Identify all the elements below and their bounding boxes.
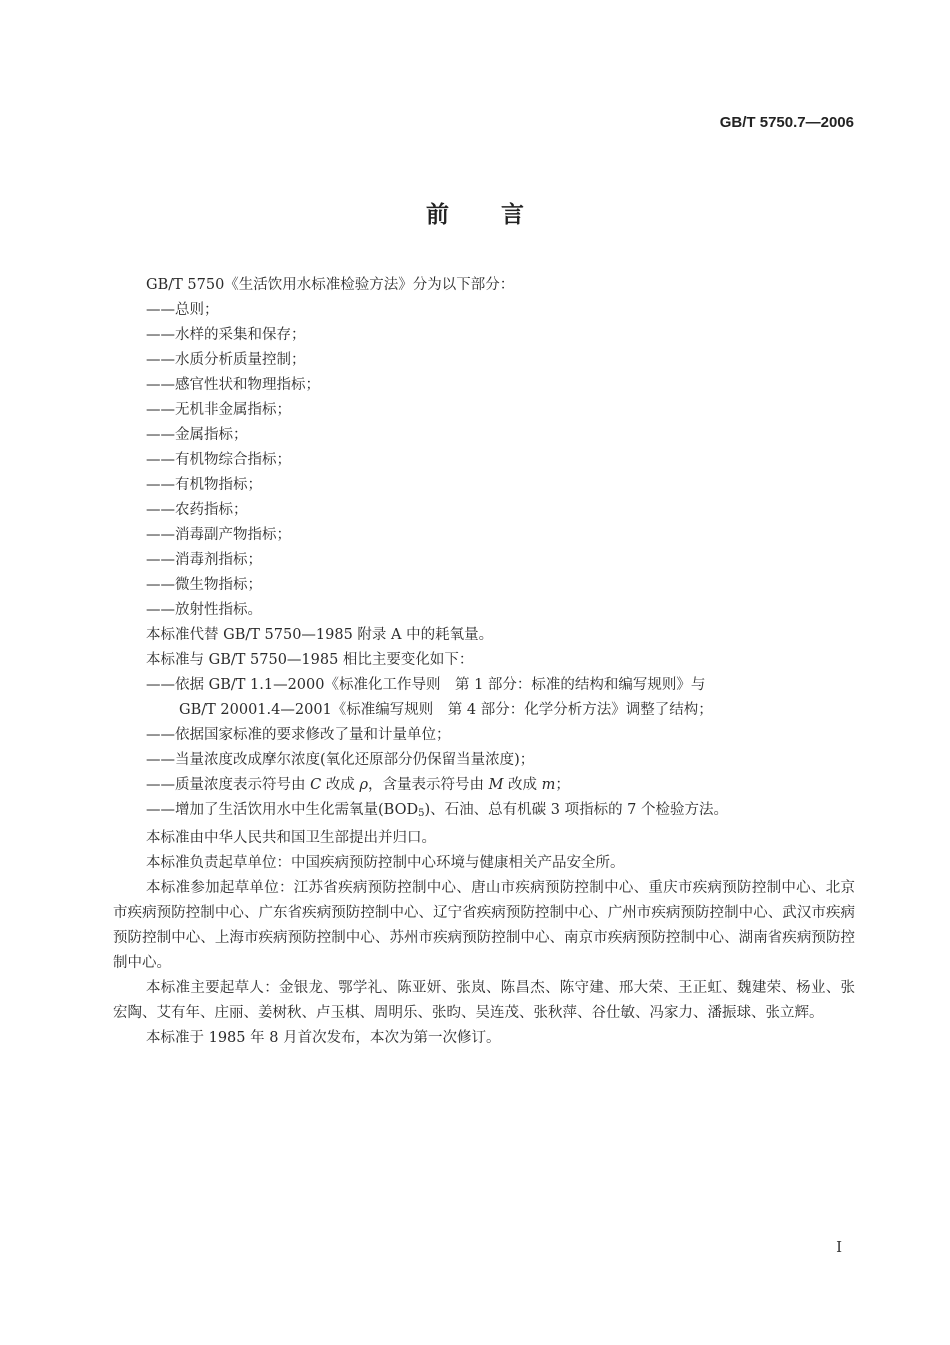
- standard-code: GB/T 5750.7—2006: [719, 114, 854, 131]
- part-item: ——感官性状和物理指标；: [146, 377, 320, 393]
- authors-paragraph: 本标准主要起草人：金银龙、鄂学礼、陈亚妍、张岚、陈昌杰、陈守建、邢大荣、王正虹、魏建荣、杨业、张宏陶、艾有年、庄丽、姜树秋、卢玉棋、周明乐、张昀、吴连茂、张秋萍、谷仕敏、冯家力、潘振球、张立辉。: [113, 980, 855, 1021]
- part-item: ——有机物综合指标；: [146, 452, 291, 468]
- intro-paragraph: GB/T 5750《生活饮用水标准检验方法》分为以下部分：: [146, 277, 515, 293]
- part-item: ——有机物指标；: [146, 477, 262, 493]
- change-item-symbols: ——质量浓度表示符号由 C 改成 ρ，含量表示符号由 M 改成 m；: [146, 777, 570, 793]
- proposer-paragraph: 本标准由中华人民共和国卫生部提出并归口。: [146, 830, 436, 846]
- change-item-structure-cont: GB/T 20001.4—2001《标准编写规则 第 4 部分：化学分析方法》调整了结构；: [179, 702, 713, 718]
- history-paragraph: 本标准于 1985 年 8 月首次发布，本次为第一次修订。: [146, 1030, 501, 1046]
- replace-paragraph: 本标准代替 GB/T 5750—1985 附录 A 中的耗氧量。: [146, 627, 494, 643]
- page-title: 前言: [426, 202, 576, 228]
- changes-intro: 本标准与 GB/T 5750—1985 相比主要变化如下：: [146, 652, 474, 668]
- part-item: ——无机非金属指标；: [146, 402, 291, 418]
- drafter-paragraph: 本标准负责起草单位：中国疾病预防控制中心环境与健康相关产品安全所。: [146, 855, 625, 871]
- page-number: I: [836, 1238, 842, 1256]
- part-item: ——总则；: [146, 302, 219, 318]
- part-item: ——消毒副产物指标；: [146, 527, 291, 543]
- part-item: ——金属指标；: [146, 427, 248, 443]
- part-item: ——消毒剂指标；: [146, 552, 262, 568]
- part-item: ——微生物指标；: [146, 577, 262, 593]
- part-item: ——放射性指标。: [146, 602, 262, 618]
- part-item: ——水样的采集和保存；: [146, 327, 306, 343]
- foreword-body: [113, 273, 855, 1051]
- change-item-concentration: ——当量浓度改成摩尔浓度(氧化还原部分仍保留当量浓度)；: [146, 752, 535, 768]
- part-item: ——水质分析质量控制；: [146, 352, 306, 368]
- part-item: ——农药指标；: [146, 502, 248, 518]
- change-item-units: ——依据国家标准的要求修改了量和计量单位；: [146, 727, 451, 743]
- participants-paragraph: 本标准参加起草单位：江苏省疾病预防控制中心、唐山市疾病预防控制中心、重庆市疾病预防控制中心、北京市疾病预防控制中心、广东省疾病预防控制中心、辽宁省疾病预防控制中心、广州市疾病预防控制中心、武汉市疾病预防控制中心、上海市疾病预防控制中心、苏州市疾病预防控制中心、南京市疾病预防控制中心、湖南省疾病预防控制中心。: [113, 880, 855, 971]
- change-item-methods: ——增加了生活饮用水中生化需氧量$(BOD_5)$、石油、总有机碳 3 项指标的 7 个检验方法。: [146, 802, 729, 819]
- change-item-structure: ——依据 GB/T 1.1—2000《标准化工作导则 第 1 部分：标准的结构和编写规则》与: [146, 677, 706, 693]
